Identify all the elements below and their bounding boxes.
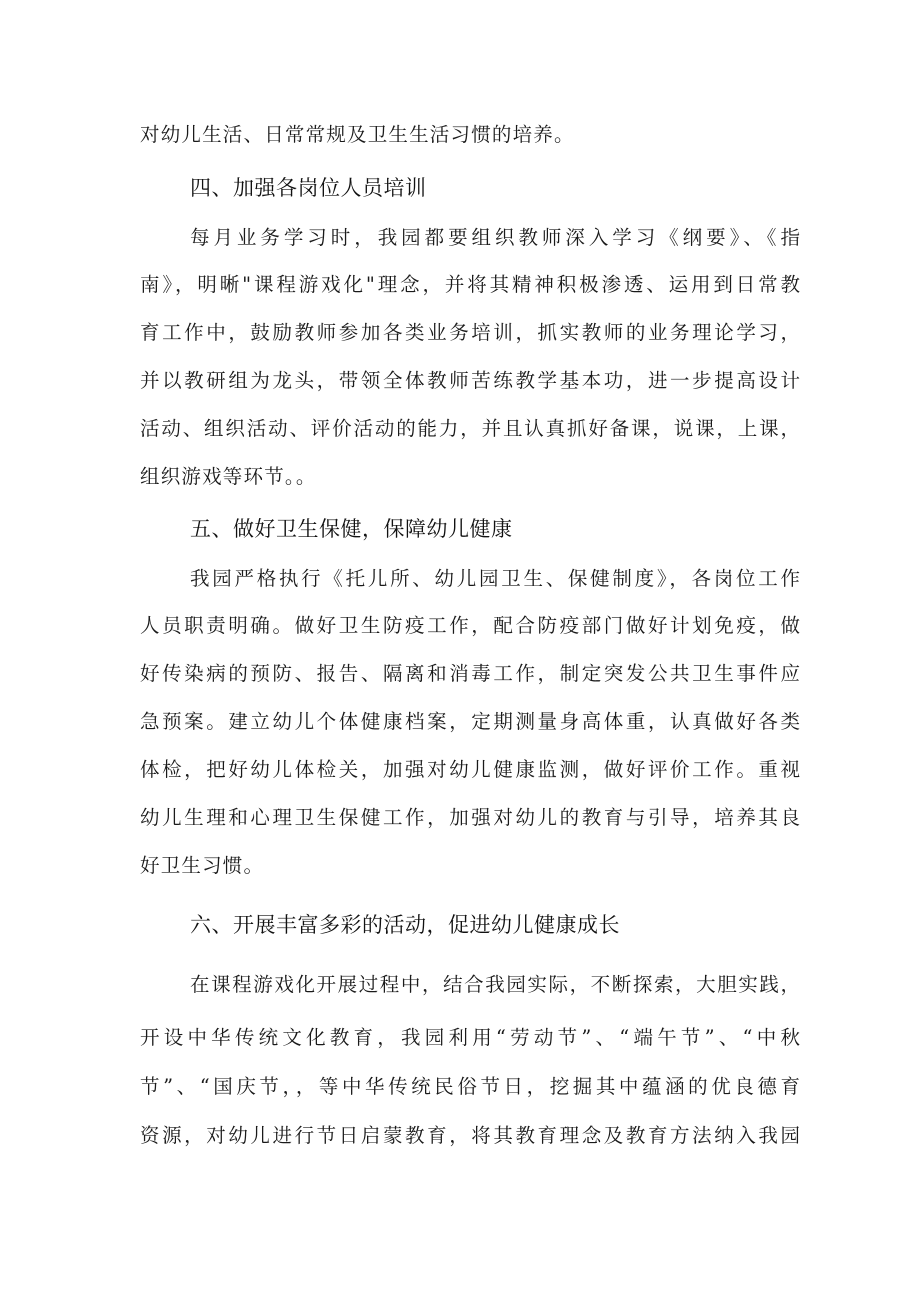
paragraph-line: 在课程游戏化开展过程中，结合我园实际，不断探索，大胆实践， xyxy=(190,973,800,996)
paragraph-line: 幼儿生理和心理卫生保健工作，加强对幼儿的教育与引导，培养其良 xyxy=(140,806,800,829)
section-heading-5: 五、做好卫生保健，保障幼儿健康 xyxy=(190,517,513,541)
paragraph-line: 好传染病的预防、报告、隔离和消毒工作，制定突发公共卫生事件应 xyxy=(140,662,800,685)
paragraph-line: 每月业务学习时，我园都要组织教师深入学习《纲要》、《指 xyxy=(190,226,800,249)
section-heading-6: 六、开展丰富多彩的活动，促进幼儿健康成长 xyxy=(190,913,620,937)
paragraph-line: 资源，对幼儿进行节日启蒙教育，将其教育理念及教育方法纳入我园 xyxy=(140,1124,800,1147)
paragraph-line: 节”、“国庆节，，等中华传统民俗节日，挖掘其中蕴涵的优良德育 xyxy=(140,1075,800,1098)
paragraph-line: 组织游戏等环节。。 xyxy=(140,465,317,488)
paragraph-line: 育工作中，鼓励教师参加各类业务培训，抓实教师的业务理论学习， xyxy=(140,321,800,344)
paragraph-line: 我园严格执行《托儿所、幼儿园卫生、保健制度》，各岗位工作 xyxy=(190,567,800,590)
paragraph-line: 急预案。建立幼儿个体健康档案，定期测量身高体重，认真做好各类 xyxy=(140,710,800,733)
paragraph-line: 人员职责明确。做好卫生防疫工作，配合防疫部门做好计划免疫，做 xyxy=(140,614,800,637)
paragraph-line: 活动、组织活动、评价活动的能力，并且认真抓好备课，说课，上课， xyxy=(140,417,800,440)
paragraph-line: 好卫生习惯。 xyxy=(140,854,265,877)
paragraph-line: 开设中华传统文化教育，我园利用“劳动节”、“端午节”、“中秋 xyxy=(140,1026,800,1049)
paragraph-line: 并以教研组为龙头，带领全体教师苦练教学基本功，进一步提高设计 xyxy=(140,369,800,392)
paragraph-line: 南》，明晰"课程游戏化"理念，并将其精神积极渗透、运用到日常教 xyxy=(140,273,800,296)
paragraph-line: 对幼儿生活、日常常规及卫生生活习惯的培养。 xyxy=(140,123,575,146)
section-heading-4: 四、加强各岗位人员培训 xyxy=(190,176,427,200)
paragraph-line: 体检，把好幼儿体检关，加强对幼儿健康监测，做好评价工作。重视 xyxy=(140,758,800,781)
